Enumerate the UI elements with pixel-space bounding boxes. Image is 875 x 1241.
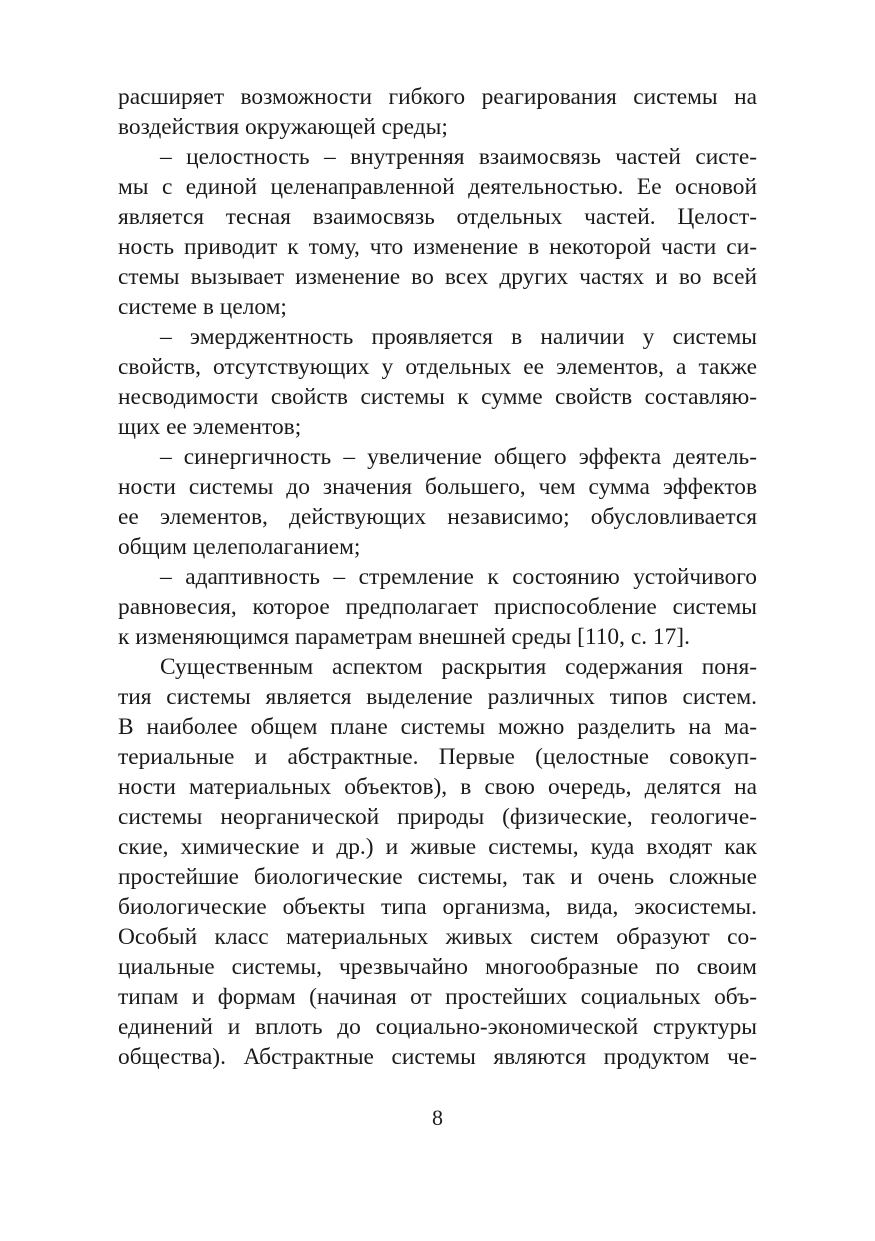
text-line: биологические объекты типа организма, вида, экосистемы. [118, 894, 757, 920]
text-line: системы неорганической природы (физические, геологиче- [118, 804, 757, 830]
text-line: – целостность – внутренняя взаимосвязь частей систе- [160, 144, 757, 170]
text-line: расширяет возможности гибкого реагирования системы на [118, 84, 757, 110]
paragraph [118, 142, 757, 322]
document-body [118, 82, 757, 1072]
paragraph [118, 442, 757, 562]
text-line: свойств, отсутствующих у отдельных ее элементов, а также [118, 354, 757, 380]
text-line: – эмерджентность проявляется в наличии у системы [160, 324, 757, 350]
text-line: В наиболее общем плане системы можно разделить на ма- [118, 714, 757, 740]
text-line: ские, химические и др.) и живые системы, куда входят как [118, 834, 757, 860]
text-line: типам и формам (начиная от простейших социальных объ- [118, 984, 757, 1010]
paragraph [118, 82, 757, 142]
text-line: общим целеполаганием; [118, 534, 361, 560]
text-line: ности системы до значения большего, чем сумма эффектов [118, 474, 757, 500]
text-line: – синергичность – увеличение общего эффекта деятель- [160, 444, 757, 470]
text-line: тия системы является выделение различных типов систем. [118, 684, 757, 710]
text-line: равновесия, которое предполагает приспособление системы [118, 594, 757, 620]
text-line: ее элементов, действующих независимо; обусловливается [118, 504, 757, 530]
text-line: является тесная взаимосвязь отдельных частей. Целост- [118, 204, 757, 230]
text-line: щих ее элементов; [118, 414, 302, 440]
text-line: мы с единой целенаправленной деятельностью. Ее основой [118, 174, 757, 200]
text-line: системе в целом; [118, 294, 287, 320]
text-line: Особый класс материальных живых систем образуют со- [118, 924, 757, 950]
text-line: ности материальных объектов), в свою очередь, делятся на [118, 774, 757, 800]
text-line: – адаптивность – стремление к состоянию устойчивого [160, 564, 757, 590]
paragraph [118, 322, 757, 442]
text-line: стемы вызывает изменение во всех других частях и во всей [118, 264, 757, 290]
text-line: единений и вплоть до социально-экономической структуры [118, 1014, 757, 1040]
text-line: несводимости свойств системы к сумме свойств составляю- [118, 384, 757, 410]
text-line: простейшие биологические системы, так и очень сложные [118, 864, 757, 890]
text-line: териальные и абстрактные. Первые (целостные совокуп- [118, 744, 757, 770]
text-line: циальные системы, чрезвычайно многообразные по своим [118, 954, 757, 980]
text-line: общества). Абстрактные системы являются продуктом че- [118, 1044, 757, 1070]
text-line: ность приводит к тому, что изменение в некоторой части си- [118, 234, 757, 260]
text-line: Существенным аспектом раскрытия содержания поня- [160, 654, 757, 680]
page-number: 8 [432, 1105, 443, 1130]
paragraph [118, 652, 757, 1072]
text-line: воздействия окружающей среды; [118, 114, 448, 140]
paragraph [118, 562, 757, 652]
text-line: к изменяющимся параметрам внешней среды [110, с. 17]. [118, 624, 690, 650]
